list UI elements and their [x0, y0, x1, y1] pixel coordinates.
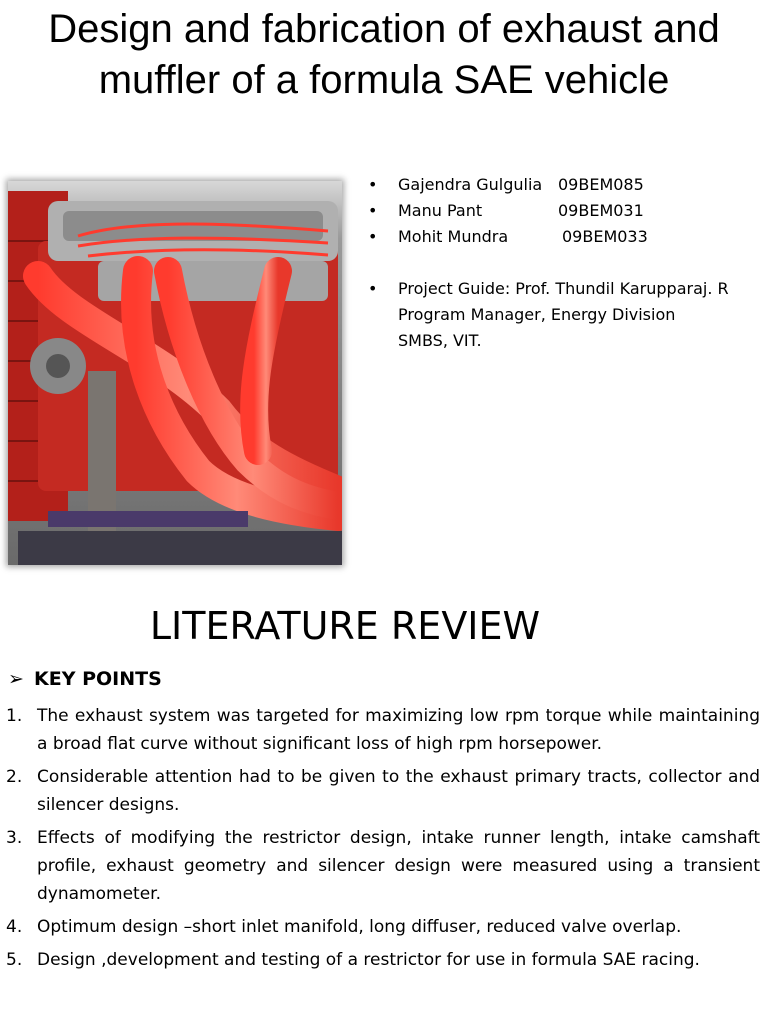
author-item — [366, 224, 648, 250]
bullet-icon: • — [368, 279, 378, 298]
item-number: 3. — [6, 828, 23, 848]
author-id: 09BEM031 — [558, 201, 644, 220]
key-points-heading — [8, 664, 162, 694]
list-item — [6, 763, 760, 819]
guide-line: SMBS, VIT. — [398, 331, 482, 350]
author-list — [366, 172, 648, 250]
engine-photo-illustration — [8, 181, 342, 565]
item-text: Considerable attention had to be given to the exhaust primary tracts, collector and silencer designs. — [37, 767, 760, 815]
key-points-list — [6, 702, 760, 979]
item-number: 2. — [6, 767, 23, 787]
key-points-label: KEY POINTS — [34, 668, 162, 690]
list-item — [6, 702, 760, 758]
author-name: Manu Pant — [398, 201, 483, 220]
author-item — [366, 172, 648, 198]
item-number: 1. — [6, 706, 23, 726]
author-id: 09BEM085 — [558, 175, 644, 194]
item-text: Design ,development and testing of a restrictor for use in formula SAE racing. — [37, 950, 700, 970]
engine-exhaust-photo — [8, 181, 342, 565]
item-number: 5. — [6, 950, 23, 970]
author-item — [366, 198, 648, 224]
guide-line: Program Manager, Energy Division — [398, 305, 676, 324]
author-id: 09BEM033 — [562, 227, 648, 246]
project-guide — [366, 276, 766, 354]
author-name: Mohit Mundra — [398, 227, 509, 246]
item-text: Effects of modifying the restrictor design, intake runner length, intake camshaft profile, exhaust geometry and silencer design were measured using a transient dynamometer. — [37, 828, 760, 904]
slide-title: Design and fabrication of exhaust and muffler of a formula SAE vehicle — [48, 7, 720, 102]
author-name: Gajendra Gulgulia — [398, 175, 543, 194]
item-number: 4. — [6, 917, 23, 937]
list-item — [6, 913, 760, 941]
list-item — [6, 946, 760, 974]
arrow-bullet-icon: ➢ — [8, 668, 24, 690]
guide-line: Project Guide: Prof. Thundil Karupparaj. R — [398, 279, 729, 298]
list-item — [6, 824, 760, 908]
item-text: Optimum design –short inlet manifold, long diffuser, reduced valve overlap. — [37, 917, 682, 937]
literature-review-title: LITERATURE REVIEW — [149, 604, 541, 648]
item-text: The exhaust system was targeted for maximizing low rpm torque while maintaining a broad flat curve without significant loss of high rpm horsepower. — [37, 706, 760, 754]
